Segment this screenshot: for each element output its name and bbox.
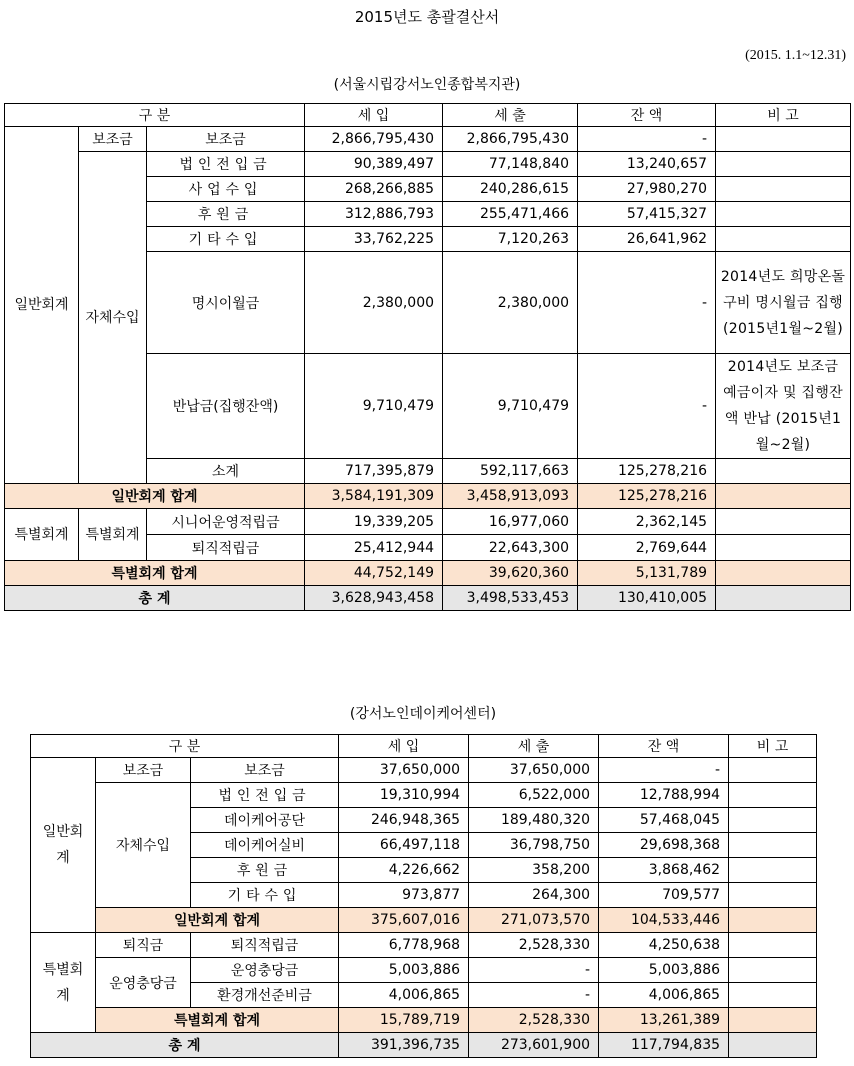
general-total-income: 3,584,191,309 xyxy=(305,484,443,509)
special-account-label: 특별회계 xyxy=(31,933,96,1033)
row-balance: 13,240,657 xyxy=(578,152,716,177)
row-expense: - xyxy=(469,983,599,1008)
row-note xyxy=(716,127,851,152)
special-total-label: 특별회계 합계 xyxy=(96,1008,339,1033)
row-income: 973,877 xyxy=(339,883,469,908)
special-total-income: 44,752,149 xyxy=(305,561,443,586)
row-expense: 2,866,795,430 xyxy=(443,127,578,152)
header-income: 세 입 xyxy=(305,104,443,127)
header-income: 세 입 xyxy=(339,735,469,758)
row-note xyxy=(716,535,851,561)
row-item: 보조금 xyxy=(147,127,305,152)
fiscal-period: (2015. 1.1~12.31) xyxy=(745,48,846,63)
row-income: 90,389,497 xyxy=(305,152,443,177)
special-total-balance: 13,261,389 xyxy=(599,1008,729,1033)
row-balance: 5,003,886 xyxy=(599,958,729,983)
row-expense: 9,710,479 xyxy=(443,354,578,459)
subsidy-group-label: 보조금 xyxy=(96,758,191,783)
row-note xyxy=(716,177,851,202)
row-income: 4,006,865 xyxy=(339,983,469,1008)
table-row xyxy=(5,509,851,535)
row-note xyxy=(729,958,817,983)
general-total-expense: 271,073,570 xyxy=(469,908,599,933)
row-expense: 189,480,320 xyxy=(469,808,599,833)
special-total-label: 특별회계 합계 xyxy=(5,561,305,586)
row-note xyxy=(716,227,851,252)
special-group-label: 특별회계 xyxy=(79,509,147,561)
header-note: 비 고 xyxy=(716,104,851,127)
row-income: 246,948,365 xyxy=(339,808,469,833)
header-balance: 잔 액 xyxy=(599,735,729,758)
row-item: 기타수입 xyxy=(191,883,339,908)
header-note: 비 고 xyxy=(729,735,817,758)
row-expense: 77,148,840 xyxy=(443,152,578,177)
special-total-row xyxy=(5,561,851,586)
special-total-balance: 5,131,789 xyxy=(578,561,716,586)
row-income: 312,886,793 xyxy=(305,202,443,227)
row-income: 66,497,118 xyxy=(339,833,469,858)
table1-org-name: (서울시립강서노인종합복지관) xyxy=(333,77,521,93)
row-balance: - xyxy=(578,127,716,152)
table-row xyxy=(31,758,817,783)
row-balance: 125,278,216 xyxy=(578,459,716,484)
row-item: 소계 xyxy=(147,459,305,484)
row-note xyxy=(729,758,817,783)
row-expense: 264,300 xyxy=(469,883,599,908)
general-total-balance: 104,533,446 xyxy=(599,908,729,933)
table-row xyxy=(5,152,851,177)
grand-total-note xyxy=(729,1033,817,1058)
settlement-table-welfare-center xyxy=(4,103,851,611)
special-total-expense: 39,620,360 xyxy=(443,561,578,586)
row-income: 25,412,944 xyxy=(305,535,443,561)
general-total-income: 375,607,016 xyxy=(339,908,469,933)
retirement-group-label: 퇴직금 xyxy=(96,933,191,958)
header-expense: 세 출 xyxy=(469,735,599,758)
row-item: 법인전입금 xyxy=(191,783,339,808)
row-income: 6,778,968 xyxy=(339,933,469,958)
grand-total-balance: 117,794,835 xyxy=(599,1033,729,1058)
row-income: 19,339,205 xyxy=(305,509,443,535)
row-balance: 709,577 xyxy=(599,883,729,908)
grand-total-expense: 273,601,900 xyxy=(469,1033,599,1058)
grand-total-note xyxy=(716,586,851,611)
grand-total-label: 총 계 xyxy=(5,586,305,611)
row-expense: 37,650,000 xyxy=(469,758,599,783)
row-item: 환경개선준비금 xyxy=(191,983,339,1008)
row-note xyxy=(729,883,817,908)
row-expense: 6,522,000 xyxy=(469,783,599,808)
special-total-income: 15,789,719 xyxy=(339,1008,469,1033)
row-item: 보조금 xyxy=(191,758,339,783)
general-total-balance: 125,278,216 xyxy=(578,484,716,509)
general-account-label: 일반회계 xyxy=(5,127,79,484)
row-balance: 26,641,962 xyxy=(578,227,716,252)
table-row xyxy=(5,127,851,152)
row-expense: 7,120,263 xyxy=(443,227,578,252)
row-note xyxy=(729,933,817,958)
row-note: 2014년도 보조금 예금이자 및 집행잔액 반납 (2015년1월~2월) xyxy=(716,354,851,459)
row-balance: 4,006,865 xyxy=(599,983,729,1008)
row-note: 2014년도 희망온돌구비 명시월금 집행(2015년1월~2월) xyxy=(716,252,851,354)
general-total-note xyxy=(729,908,817,933)
general-total-expense: 3,458,913,093 xyxy=(443,484,578,509)
row-balance: - xyxy=(578,252,716,354)
row-note xyxy=(729,808,817,833)
row-note xyxy=(729,858,817,883)
special-total-note xyxy=(729,1008,817,1033)
row-item: 명시이월금 xyxy=(147,252,305,354)
header-expense: 세 출 xyxy=(443,104,578,127)
row-income: 717,395,879 xyxy=(305,459,443,484)
row-income: 2,380,000 xyxy=(305,252,443,354)
table-row xyxy=(31,933,817,958)
row-balance: 27,980,270 xyxy=(578,177,716,202)
special-total-expense: 2,528,330 xyxy=(469,1008,599,1033)
row-item: 운영충당금 xyxy=(191,958,339,983)
row-item: 퇴직적립금 xyxy=(191,933,339,958)
row-item: 데이케어실비 xyxy=(191,833,339,858)
row-expense: 22,643,300 xyxy=(443,535,578,561)
general-total-label: 일반회계 합계 xyxy=(5,484,305,509)
row-note xyxy=(729,783,817,808)
row-expense: 240,286,615 xyxy=(443,177,578,202)
row-note xyxy=(716,459,851,484)
row-income: 19,310,994 xyxy=(339,783,469,808)
general-total-row xyxy=(31,908,817,933)
table-row xyxy=(31,958,817,983)
row-note xyxy=(716,509,851,535)
document-title: 2015년도 총괄결산서 xyxy=(354,8,500,26)
general-total-row xyxy=(5,484,851,509)
reserve-group-label: 운영충당금 xyxy=(96,958,191,1008)
row-item: 후원금 xyxy=(191,858,339,883)
general-total-label: 일반회계 합계 xyxy=(96,908,339,933)
row-expense: 2,380,000 xyxy=(443,252,578,354)
row-item: 사업수입 xyxy=(147,177,305,202)
row-balance: 57,468,045 xyxy=(599,808,729,833)
row-balance: 3,868,462 xyxy=(599,858,729,883)
general-total-note xyxy=(716,484,851,509)
table2-org-name: (강서노인데이케어센터) xyxy=(349,706,497,722)
special-account-label: 특별회계 xyxy=(5,509,79,561)
row-expense: 592,117,663 xyxy=(443,459,578,484)
row-balance: 29,698,368 xyxy=(599,833,729,858)
row-income: 4,226,662 xyxy=(339,858,469,883)
row-income: 5,003,886 xyxy=(339,958,469,983)
row-expense: 16,977,060 xyxy=(443,509,578,535)
special-total-row xyxy=(31,1008,817,1033)
row-note xyxy=(716,152,851,177)
grand-total-income: 391,396,735 xyxy=(339,1033,469,1058)
grand-total-income: 3,628,943,458 xyxy=(305,586,443,611)
row-note xyxy=(729,833,817,858)
grand-total-row xyxy=(5,586,851,611)
row-income: 33,762,225 xyxy=(305,227,443,252)
row-item: 퇴직적립금 xyxy=(147,535,305,561)
grand-total-label: 총 계 xyxy=(31,1033,339,1058)
grand-total-row xyxy=(31,1033,817,1058)
subsidy-group-label: 보조금 xyxy=(79,127,147,152)
row-income: 37,650,000 xyxy=(339,758,469,783)
self-income-group-label: 자체수입 xyxy=(79,152,147,484)
header-balance: 잔 액 xyxy=(578,104,716,127)
row-item: 기타수입 xyxy=(147,227,305,252)
row-item: 후원금 xyxy=(147,202,305,227)
row-income: 268,266,885 xyxy=(305,177,443,202)
row-note xyxy=(716,202,851,227)
row-balance: 57,415,327 xyxy=(578,202,716,227)
row-balance: - xyxy=(599,758,729,783)
row-expense: 36,798,750 xyxy=(469,833,599,858)
table-row xyxy=(31,783,817,808)
row-item: 법인전입금 xyxy=(147,152,305,177)
settlement-table-daycare-center xyxy=(30,734,817,1058)
row-expense: - xyxy=(469,958,599,983)
row-expense: 255,471,466 xyxy=(443,202,578,227)
row-balance: 12,788,994 xyxy=(599,783,729,808)
row-note xyxy=(729,983,817,1008)
header-category: 구 분 xyxy=(5,104,305,127)
grand-total-expense: 3,498,533,453 xyxy=(443,586,578,611)
row-item: 시니어운영적립금 xyxy=(147,509,305,535)
row-item: 데이케어공단 xyxy=(191,808,339,833)
self-income-group-label: 자체수입 xyxy=(96,783,191,908)
row-balance: 4,250,638 xyxy=(599,933,729,958)
row-item: 반납금(집행잔액) xyxy=(147,354,305,459)
table-header-row xyxy=(5,104,851,127)
row-income: 2,866,795,430 xyxy=(305,127,443,152)
row-expense: 358,200 xyxy=(469,858,599,883)
row-balance: 2,362,145 xyxy=(578,509,716,535)
header-category: 구 분 xyxy=(31,735,339,758)
grand-total-balance: 130,410,005 xyxy=(578,586,716,611)
row-income: 9,710,479 xyxy=(305,354,443,459)
table-header-row xyxy=(31,735,817,758)
general-account-label: 일반회계 xyxy=(31,758,96,933)
row-balance: - xyxy=(578,354,716,459)
special-total-note xyxy=(716,561,851,586)
row-expense: 2,528,330 xyxy=(469,933,599,958)
row-balance: 2,769,644 xyxy=(578,535,716,561)
